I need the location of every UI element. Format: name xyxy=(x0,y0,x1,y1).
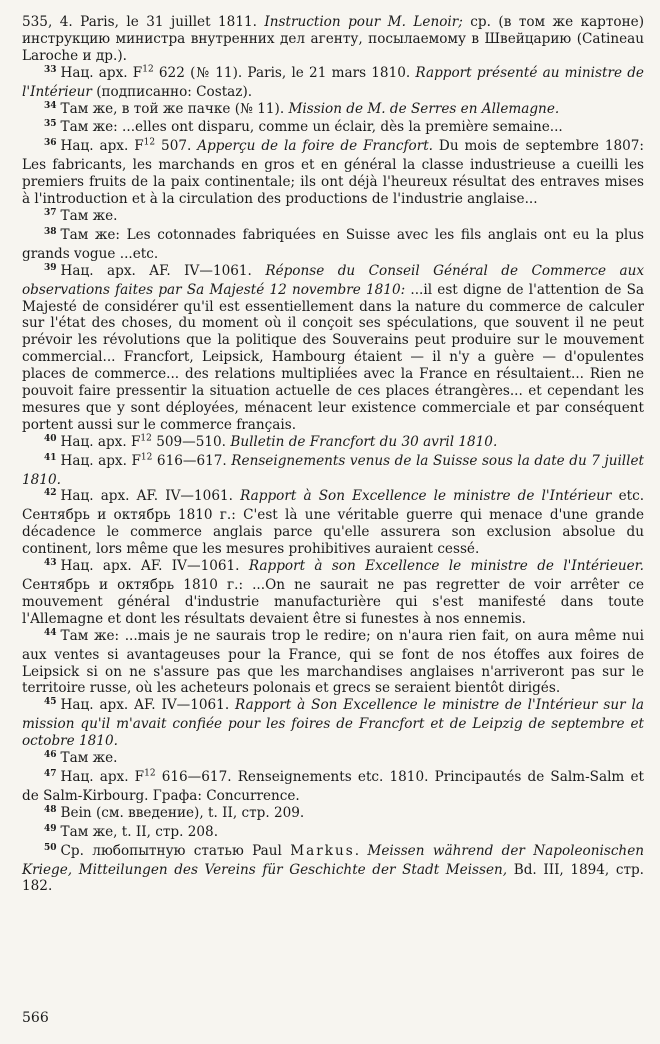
footnote-text: Там же: ...elles ont disparu, comme un éclair, dès la première semaine... xyxy=(60,119,563,136)
footnotes-block xyxy=(22,14,644,895)
fonds-superscript: 12 xyxy=(144,768,156,779)
footnote-text: (подписанно: Costaz). xyxy=(91,83,253,100)
footnote-number: 39 xyxy=(44,262,57,273)
footnote-text: Нац. арх. AF. IV—1061. xyxy=(60,262,266,279)
footnote-text: Du mois de septembre 1807: Les fabricants, les marchands en gros et en général la classe industrieuse a cueilli les premiers fruits de la paix continentale; ils ont déjà l'heureux résultat des entraves mises à l'introduction et à la circulation des productions de l'industrie anglaise... xyxy=(22,138,644,208)
footnote-text: Там же. xyxy=(60,207,118,224)
italic-title: Réponse du Conseil Général de Commerce aux observations faites par Sa Majesté 12 novembre 1810: xyxy=(22,262,645,298)
footnote-35 xyxy=(22,119,644,138)
footnote-text: Bd. III, 1894, стр. 182. xyxy=(22,861,644,895)
footnote-text: Там же: Les cotonnades fabriquées en Suisse avec les fils anglais ont eu la plus grands vogue ...etc. xyxy=(22,226,644,262)
footnote-text: Там же: ...mais je ne saurais trop le redire; on n'aura rien fait, on aura même nui aux ventes si avantageuses pour la France, qui se font de nos étoffes aux foires de Leipsick si on ne s'assure pas que les marchandises anglaises n'arriveront pas sur le territoire russe, où les acheteurs polonais et grecs se seraient bientôt dirigés. xyxy=(22,627,644,697)
footnote-43 xyxy=(22,558,644,628)
footnote-34 xyxy=(22,101,644,120)
footnote-number: 38 xyxy=(44,226,57,237)
italic-title: Bulletin de Francfort du 30 avril 1810. xyxy=(230,433,498,450)
footnote-text: Там же, t. II, стр. 208. xyxy=(60,823,219,840)
footnote-text: etc. Сентябрь и октябрь 1810 г.: C'est là une véritable guerre qui menace d'une grande décadence le commerce anglais parce qu'elle assurera son exclusion absolue du continent, lors même que les mesures prohibitives auraient cessé. xyxy=(22,488,645,558)
footnote-text: 616—617. xyxy=(152,452,232,469)
footnote-36 xyxy=(22,138,644,208)
fonds-superscript: 12 xyxy=(142,64,154,75)
footnote-number: 48 xyxy=(44,804,57,815)
footnote-text: 509—510. xyxy=(151,433,231,450)
footnote-48 xyxy=(22,805,644,824)
footnote-number: 33 xyxy=(44,64,57,75)
italic-title: Rapport à Son Excellence le ministre de l'Intérieur xyxy=(240,488,612,505)
italic-title: Instruction pour M. Lenoir; xyxy=(264,14,463,30)
footnote-number: 45 xyxy=(44,697,57,708)
footnote-text: Нац. арх. F xyxy=(60,768,145,785)
spaced-author-name: Markus xyxy=(290,842,355,859)
italic-title: Rapport présenté au ministre de l'Intérieur xyxy=(22,64,644,100)
fonds-superscript: 12 xyxy=(140,452,153,463)
footnote-text: Сентябрь и октябрь 1810 г.: ...On ne saurait ne pas regretter de voir arrêter ce mouvement général d'industrie manufacturière qui s'est manifesté dans toute l'Allemagne et dont les résultats devaient être si funestes à nos ennemis. xyxy=(22,577,644,627)
footnote-45 xyxy=(22,697,644,750)
footnote-44 xyxy=(22,628,644,698)
footnote-42 xyxy=(22,488,644,558)
footnote-text: . xyxy=(354,842,368,859)
footnote-50 xyxy=(22,843,644,896)
footnote-number: 46 xyxy=(44,750,57,761)
footnote-text: Нац. арх. AF. IV—1061. xyxy=(60,697,236,714)
footnote-number: 40 xyxy=(44,433,57,444)
footnote-text: Нац. арх. F xyxy=(60,64,143,81)
italic-title: Rapport à son Excellence le ministre de l'Intérieuer. xyxy=(248,558,645,575)
italic-title: Renseignements venus de la Suisse sous la date du 7 juillet 1810. xyxy=(22,452,645,488)
footnote-text: Там же, в той же пачке (№ 11). xyxy=(60,100,289,117)
footnote-number: 34 xyxy=(44,100,57,111)
footnote-40 xyxy=(22,434,644,453)
footnote-38 xyxy=(22,227,644,263)
italic-title: Rapport à Son Excellence le ministre de l'Intérieur sur la mission qu'il m'avait confiée pour les foires de Francfort et de Leipzig de septembre et octobre 1810. xyxy=(22,697,644,750)
footnote-number: 41 xyxy=(44,452,57,463)
footnote-number: 43 xyxy=(44,558,57,569)
footnote-text: 507. xyxy=(155,138,198,155)
footnote-number: 36 xyxy=(44,138,57,149)
footnote-39 xyxy=(22,263,644,434)
italic-title: Mission de M. de Serres en Allemagne. xyxy=(288,100,560,117)
footnote-text: 622 (№ 11). Paris, le 21 mars 1810. xyxy=(153,64,416,81)
footnote-text: 616—617. Renseignements etc. 1810. Principautés de Salm-Salm et de Salm-Kirbourg. Графа: Concurrence. xyxy=(22,768,644,804)
footnote-text: Нац. арх. F xyxy=(60,452,141,469)
footnote-49 xyxy=(22,824,644,843)
footnote-text: Bein (см. введение), t. II, стр. 209. xyxy=(60,804,305,821)
footnote-text: Нац. арх. AF. IV—1061. xyxy=(60,488,241,505)
footnote-text: Там же. xyxy=(60,750,118,767)
italic-title: Meissen während der Napoleonischen Kriege, Mitteilungen des Vereins für Geschichte der Stadt Meissen, xyxy=(22,842,644,878)
footnote-number: 37 xyxy=(44,207,57,218)
footnote-text: Нац. арх. F xyxy=(60,138,144,155)
footnote-text: Нац. арх. F xyxy=(60,433,141,450)
footnote-32-continuation xyxy=(22,14,644,65)
footnote-number: 49 xyxy=(44,823,57,834)
footnote-33 xyxy=(22,65,644,101)
footnote-47 xyxy=(22,769,644,805)
footnote-number: 50 xyxy=(44,842,57,853)
fonds-superscript: 12 xyxy=(143,137,156,148)
footnote-number: 42 xyxy=(44,488,57,499)
footnote-text: Нац. арх. AF. IV—1061. xyxy=(60,558,249,575)
footnote-text: ...il est digne de l'attention de Sa Majesté de considérer qu'il est essentiellement dans la nature du commerce de calculer sur l'état des choses, du moment où il conçoit ses spéculations, que souvent il ne peut prévoir les révolutions que la politique des Souverains peut produire sur le mouvement commercial... Francfort, Leipsick, Hambourg étaient — il n'y a guère — d'opulentes places de commerce... des relations multipliées avec la France en résultaient... Rien ne pouvoit faire pressentir la situation actuelle de ces places étrangères... et cependant les mesures que y sont déployées, ménacent leur existence commerciale et par conséquent portent aussi sur le commerce français. xyxy=(22,281,644,433)
footnote-number: 35 xyxy=(44,119,57,130)
page-number: 566 xyxy=(22,1010,49,1026)
footnote-number: 47 xyxy=(44,768,57,779)
fonds-superscript: 12 xyxy=(140,433,152,444)
footnote-number: 44 xyxy=(44,627,57,638)
italic-title: Apperçu de la foire de Francfort. xyxy=(197,138,433,155)
footnote-text: ср. (в том же картоне) инструкцию министра внутренних дел агенту, посылаемому в Швейцарию (Catineau Laroche и др.). xyxy=(22,14,644,64)
footnote-text: Ср. любопытную статью Paul xyxy=(60,842,291,859)
footnote-text: 535, 4. Paris, le 31 juillet 1811. xyxy=(22,14,265,30)
footnote-41 xyxy=(22,453,644,489)
footnote-37 xyxy=(22,208,644,227)
footnote-46 xyxy=(22,750,644,769)
